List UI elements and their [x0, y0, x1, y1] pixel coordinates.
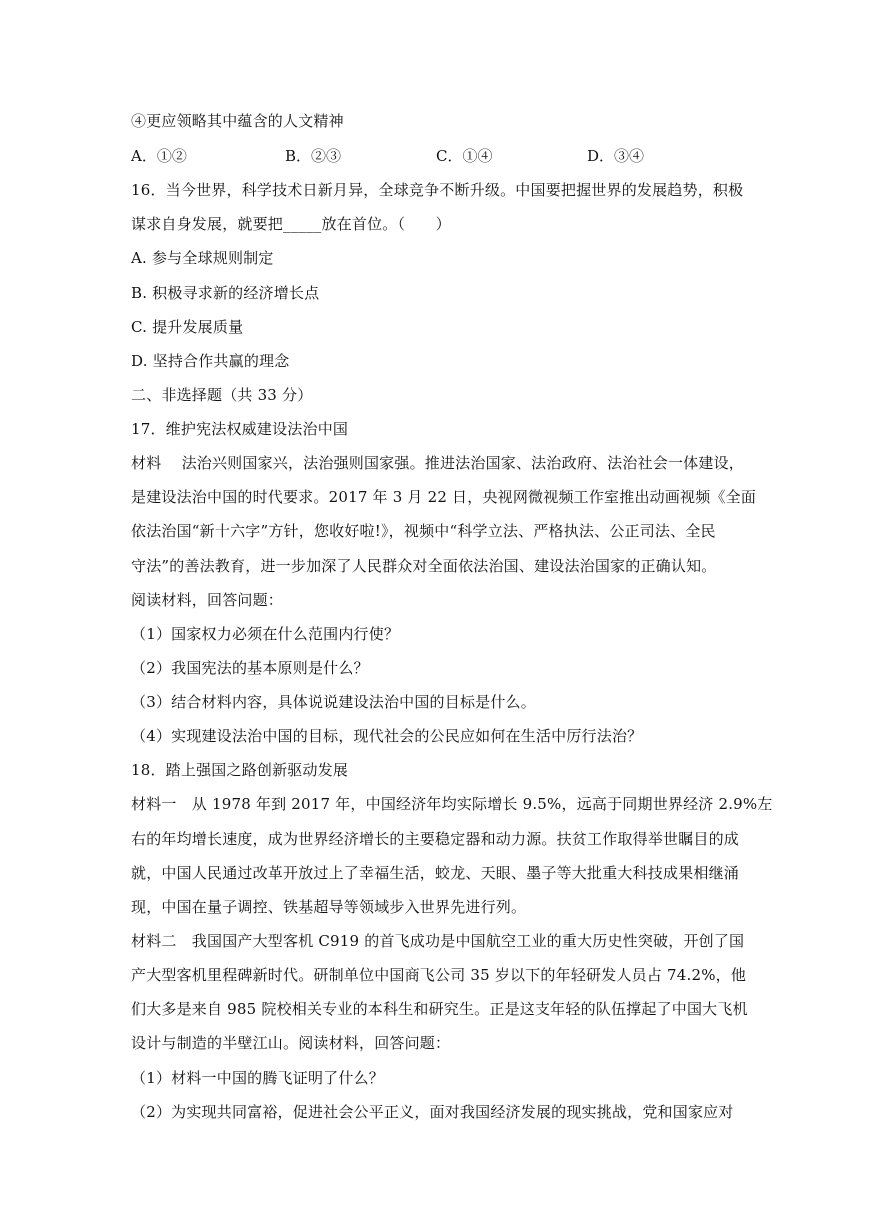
q16-stem-line-1: 16．当今世界，科学技术日新月异，全球竞争不断升级。中国要把握世界的发展趋势，积极 [131, 181, 744, 199]
q18-sub-question-2: （2）为实现共同富裕，促进社会公平正义，面对我国经济发展的现实挑战，党和国家应对 [131, 1103, 734, 1121]
q15-option-c: C．①④ [436, 147, 493, 165]
q16-option-c: C. 提升发展质量 [131, 318, 244, 336]
q18-material2-line-4: 设计与制造的半壁江山。阅读材料，回答问题： [131, 1034, 451, 1052]
q16-stem-line-2: 谋求自身发展，就要把_____放在首位。（ ） [131, 215, 451, 233]
q17-sub-question-2: （2）我国宪法的基本原则是什么？ [131, 659, 369, 677]
q17-sub-question-1: （1）国家权力必须在什么范围内行使？ [131, 625, 400, 643]
q18-title: 18．踏上强国之路创新驱动发展 [131, 761, 349, 779]
q18-material1-line-3: 就，中国人民通过改革开放过上了幸福生活，蛟龙、天眼、墨子等大批重大科技成果相继涌 [131, 864, 740, 882]
q18-material2-line-3: 们大多是来自 985 院校相关专业的本科生和研究生。正是这支年轻的队伍撑起了中国大飞机 [131, 1000, 748, 1018]
q18-sub-question-1: （1）材料一中国的腾飞证明了什么？ [131, 1069, 384, 1087]
q15-option-b: B．②③ [285, 147, 342, 165]
q18-material1-line-2: 右的年均增长速度，成为世界经济增长的主要稳定器和动力源。扶贫工作取得举世瞩目的成 [131, 830, 740, 848]
section-heading: 二、非选择题（共 33 分） [131, 386, 313, 404]
q18-material2-line-2: 产大型客机里程碑新时代。研制单位中国商飞公司 35 岁以下的年轻研发人员占 74.2%，他 [131, 966, 747, 984]
q17-material-line-1: 材料 法治兴则国家兴，法治强则国家强。推进法治国家、法治政府、法治社会一体建设， [131, 454, 744, 472]
q18-material1-line-1: 材料一 从 1978 年到 2017 年，中国经济年均实际增长 9.5%，远高于同期世界经济 2.9%左 [131, 795, 773, 813]
q15-option-d: D．③④ [587, 147, 645, 165]
q15-option-a: A．①② [131, 147, 187, 165]
q18-material2-line-1: 材料二 我国国产大型客机 C919 的首飞成功是中国航空工业的重大历史性突破，开创了国 [131, 932, 745, 950]
q17-prompt: 阅读材料，回答问题： [131, 591, 284, 609]
q16-option-b: B. 积极寻求新的经济增长点 [131, 284, 320, 302]
q15-item-4: ④更应领略其中蕴含的人文精神 [131, 112, 344, 130]
q16-option-d: D. 坚持合作共赢的理念 [131, 352, 290, 370]
q17-title: 17．维护宪法权威建设法治中国 [131, 420, 349, 438]
q18-material1-line-4: 现，中国在量子调控、铁基超导等领域步入世界先进行列。 [131, 898, 527, 916]
q16-option-a: A. 参与全球规则制定 [131, 249, 274, 267]
q17-material-line-4: 守法”的善法教育，进一步加深了人民群众对全面依法治国、建设法治国家的正确认知。 [131, 557, 717, 575]
q15-options [131, 146, 741, 166]
q17-sub-question-3: （3）结合材料内容，具体说说建设法治中国的目标是什么。 [131, 693, 536, 711]
q17-material-line-3: 依法治国“新十六字”方针，您收好啦!》，视频中“科学立法、严格执法、公正司法、全民 [131, 522, 716, 540]
q17-material-line-2: 是建设法治中国的时代要求。2017 年 3 月 22 日，央视网微视频工作室推出动画视频《全面 [131, 488, 757, 506]
q17-sub-question-4: （4）实现建设法治中国的目标，现代社会的公民应如何在生活中厉行法治？ [131, 727, 643, 745]
